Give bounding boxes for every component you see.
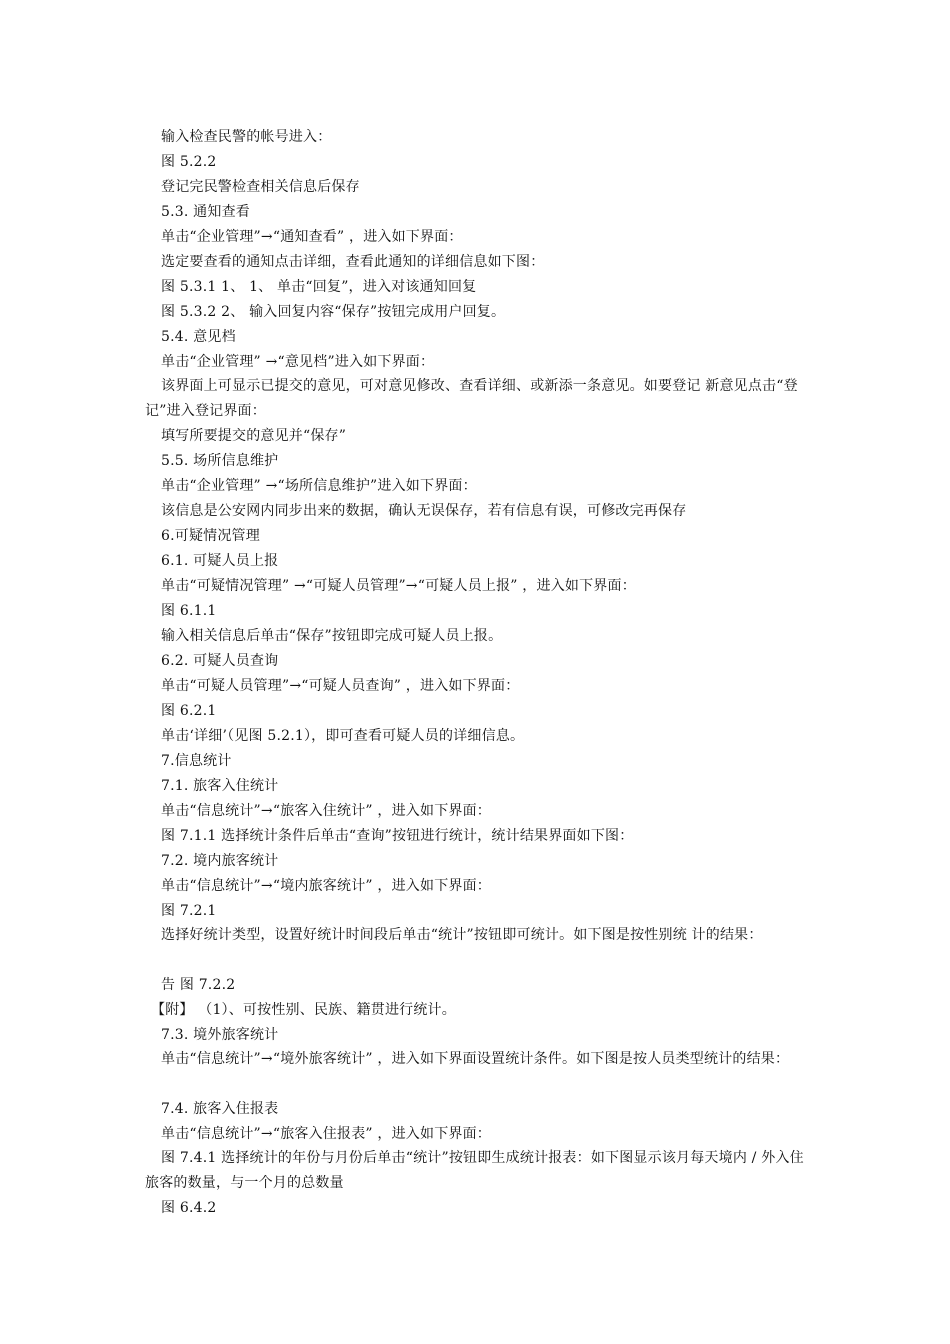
figure-caption: 图 7.2.1: [161, 903, 217, 919]
chapter-heading: 7.信息统计: [161, 753, 232, 769]
text-paragraph: 单击“信息统计”→“境外旅客统计” ，进入如下界面设置统计条件。如下图是按人员类型统计的结果：: [161, 1051, 790, 1067]
section-heading: 5.5. 场所信息维护: [161, 453, 279, 469]
text-line: 该信息是公安网内同步出来的数据，确认无误保存，若有信息有误，可修改完再保存: [161, 503, 687, 519]
text-line: 单击“可疑情况管理” →“可疑人员管理”→“可疑人员上报” ，进入如下界面：: [161, 578, 636, 594]
text-paragraph: 图 7.4.1 选择统计的年份与月份后单击“统计”按钮即生成统计报表：如下图显示该月每天境内 / 外入住旅客的数量，与一个月的总数量: [145, 1150, 804, 1191]
section-heading: 6.1. 可疑人员上报: [161, 553, 279, 569]
section-heading: 6.2. 可疑人员查询: [161, 653, 279, 669]
text-line: 图 7.1.1 选择统计条件后单击“查询”按钮进行统计，统计结果界面如下图：: [161, 828, 634, 844]
section-heading: 5.3. 通知查看: [161, 204, 250, 220]
text-line: 单击“信息统计”→“旅客入住统计” ，进入如下界面：: [161, 803, 492, 819]
text-paragraph: 该界面上可显示已提交的意见，可对意见修改、查看详细、或新添一条意见。如要登记 新意见点击“登记”进入登记界面：: [145, 378, 798, 419]
figure-caption: 图 6.2.1: [161, 703, 217, 719]
text-line: 填写所要提交的意见并“保存”: [161, 428, 347, 444]
section-heading: 7.2. 境内旅客统计: [161, 853, 279, 869]
text-line: 输入相关信息后单击“保存”按钮即完成可疑人员上报。: [161, 628, 503, 644]
figure-caption: 图 6.4.2: [161, 1200, 217, 1216]
figure-caption: 图 6.1.1: [161, 603, 217, 619]
section-heading: 7.3. 境外旅客统计: [161, 1027, 279, 1043]
section-heading: 7.4. 旅客入住报表: [161, 1101, 279, 1117]
text-line: 单击“信息统计”→“旅客入住报表” ，进入如下界面：: [161, 1126, 492, 1142]
text-line: 图 5.3.2 2、 输入回复内容“保存”按钮完成用户回复。: [161, 304, 506, 320]
text-paragraph: 选择好统计类型，设置好统计时间段后单击“统计”按钮即可统计。如下图是按性别统 计的结果：: [161, 927, 763, 943]
figure-caption: 图 5.2.2: [161, 154, 217, 170]
appendix-note: 【附】 （1）、可按性别、民族、籍贯进行统计。: [151, 1002, 456, 1018]
text-line: 登记完民警检查相关信息后保存: [161, 179, 360, 195]
section-heading: 5.4. 意见档: [161, 329, 236, 345]
text-line: 单击“企业管理” →“场所信息维护”进入如下界面：: [161, 478, 477, 494]
section-heading: 7.1. 旅客入住统计: [161, 778, 279, 794]
text-line: 输入检查民警的帐号进入：: [161, 129, 332, 145]
text-line: 单击“企业管理”→“通知查看” ，进入如下界面：: [161, 229, 463, 245]
text-line: 单击‘详细’（见图 5.2.1），即可查看可疑人员的详细信息。: [161, 728, 525, 744]
text-line: 单击“可疑人员管理”→“可疑人员查询” ，进入如下界面：: [161, 678, 520, 694]
text-line: 图 5.3.1 1、 1、 单击“回复”，进入对该通知回复: [161, 279, 477, 295]
text-line: 单击“企业管理” →“意见档”进入如下界面：: [161, 354, 435, 370]
figure-caption: 告 图 7.2.2: [161, 977, 236, 993]
chapter-heading: 6.可疑情况管理: [161, 528, 260, 544]
text-line: 选定要查看的通知点击详细，查看此通知的详细信息如下图：: [161, 254, 545, 270]
text-line: 单击“信息统计”→“境内旅客统计” ，进入如下界面：: [161, 878, 492, 894]
